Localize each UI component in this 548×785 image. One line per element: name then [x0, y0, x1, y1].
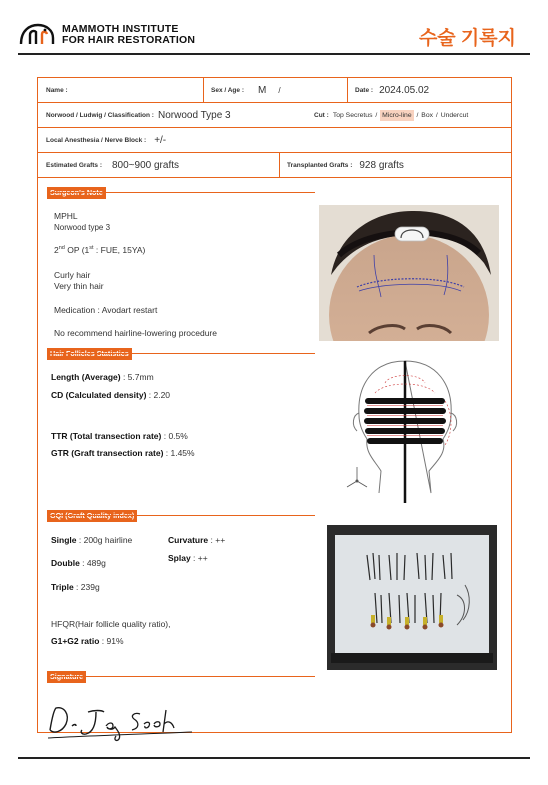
triple-label: Triple — [51, 582, 74, 592]
g1-g2-ratio-stat — [51, 636, 124, 646]
cut-option-top-secretus[interactable]: Top Secretus — [332, 111, 373, 119]
double-value: : 489g — [79, 558, 106, 568]
op-sup-1: nd — [58, 245, 65, 252]
surgeon-note-underline — [47, 192, 315, 193]
note-line-7: No recommend hairline-lowering procedure — [54, 328, 217, 338]
note-line-6: Medication : Avodart restart — [54, 305, 158, 315]
row-grafts — [38, 153, 511, 178]
single-label: Single — [51, 535, 77, 545]
single-value: : 200g hairline — [76, 535, 133, 545]
cut-label: Cut : — [314, 111, 329, 119]
sex-age-separator: / — [278, 85, 281, 95]
note-line-2: Norwood type 3 — [54, 223, 111, 232]
estimated-grafts-cell — [38, 153, 179, 177]
estimated-grafts-value[interactable]: 800~900 grafts — [112, 159, 179, 171]
cut-option-undercut[interactable]: Undercut — [440, 111, 469, 119]
double-stat — [51, 558, 106, 568]
gqi-heading — [47, 510, 137, 522]
hfqr-line: HFQR(Hair follicle quality ratio), — [51, 619, 171, 629]
cut-cell — [306, 103, 469, 127]
anesthesia-label: Local Anesthesia / Nerve Block : — [46, 136, 147, 144]
anesthesia-value[interactable]: +/- — [154, 134, 167, 146]
op-suffix: : FUE, 15YA) — [93, 245, 146, 255]
transplanted-grafts-label: Transplanted Grafts : — [287, 161, 353, 169]
mammoth-logo-icon — [18, 22, 56, 48]
donor-area-diagram — [345, 353, 465, 503]
classification-value[interactable]: Norwood Type 3 — [157, 109, 231, 121]
splay-stat — [168, 553, 208, 563]
date-label: Date : — [355, 86, 374, 94]
triple-value: : 239g — [73, 582, 100, 592]
name-cell — [38, 78, 76, 102]
page-title: 수술 기록지 — [418, 28, 516, 49]
op-mid: OP (1 — [64, 245, 90, 255]
curvature-value: : ++ — [208, 535, 226, 545]
transplanted-grafts-cell — [279, 153, 404, 177]
double-label: Double — [51, 558, 80, 568]
triple-stat — [51, 582, 100, 592]
length-stat — [51, 372, 154, 382]
classification-cell — [38, 103, 231, 127]
estimated-grafts-label: Estimated Grafts : — [46, 161, 102, 169]
hairline-photo-illustration — [319, 205, 499, 341]
length-value: : 5.7mm — [120, 372, 154, 382]
cd-label: CD (Calculated density) — [51, 390, 147, 400]
ratio-value: : 91% — [99, 636, 124, 646]
gtr-stat — [51, 448, 195, 458]
gqi-underline — [47, 515, 315, 516]
patient-hairline-photo — [319, 205, 499, 341]
curvature-stat — [168, 535, 225, 545]
note-line-4: Curly hair — [54, 270, 91, 280]
note-op-history — [54, 245, 145, 255]
signature-underline — [47, 676, 315, 677]
surgery-record-form — [37, 77, 512, 733]
ratio-label: G1+G2 ratio — [51, 636, 100, 646]
row-classification-cut — [38, 103, 511, 128]
curvature-label: Curvature — [168, 535, 209, 545]
logo-text — [62, 24, 195, 46]
date-cell — [347, 78, 429, 102]
name-label: Name : — [46, 86, 68, 94]
row-name-sex-date — [38, 78, 511, 103]
splay-value: : ++ — [190, 553, 208, 563]
footer-divider — [18, 757, 530, 759]
op-prefix: 2 — [54, 245, 59, 255]
ttr-value: : 0.5% — [161, 431, 188, 441]
single-stat — [51, 535, 132, 545]
splay-label: Splay — [168, 553, 191, 563]
cd-value: : 2.20 — [146, 390, 171, 400]
logo-line-2: FOR HAIR RESTORATION — [62, 34, 196, 46]
header-divider — [18, 53, 530, 55]
logo-line-1: MAMMOTH INSTITUTE — [62, 23, 179, 35]
cd-stat — [51, 390, 170, 400]
sex-value[interactable]: M — [258, 84, 267, 96]
classification-label: Norwood / Ludwig / Classification : — [46, 111, 154, 119]
transplanted-grafts-value[interactable]: 928 grafts — [359, 159, 404, 171]
length-label: Length (Average) — [51, 372, 121, 382]
sex-age-label: Sex / Age : — [211, 86, 244, 94]
signature-image — [44, 700, 194, 744]
follicle-stats-underline — [47, 353, 315, 354]
ttr-label: TTR (Total transection rate) — [51, 431, 162, 441]
sex-age-cell — [203, 78, 281, 102]
graft-sample-photo — [327, 525, 497, 670]
page-header — [18, 18, 530, 52]
graft-photo-illustration — [327, 525, 497, 670]
row-anesthesia — [38, 128, 511, 153]
ttr-stat — [51, 431, 188, 441]
gtr-label: GTR (Graft transection rate) — [51, 448, 164, 458]
cut-options: Top Secretus / Micro-line / Box / Undercut — [332, 111, 469, 119]
signature-heading — [47, 671, 86, 683]
gtr-value: : 1.45% — [163, 448, 195, 458]
op-sup-2: st — [89, 245, 94, 252]
cut-option-micro-line[interactable]: Micro-line — [382, 111, 412, 119]
anesthesia-cell — [38, 128, 166, 152]
follicle-stats-heading — [47, 348, 132, 360]
cut-option-box[interactable]: Box — [421, 111, 434, 119]
surgeon-note-heading — [47, 187, 106, 199]
date-value[interactable]: 2024.05.02 — [379, 84, 430, 96]
note-line-5: Very thin hair — [54, 281, 104, 291]
note-line-1: MPHL — [54, 211, 78, 221]
